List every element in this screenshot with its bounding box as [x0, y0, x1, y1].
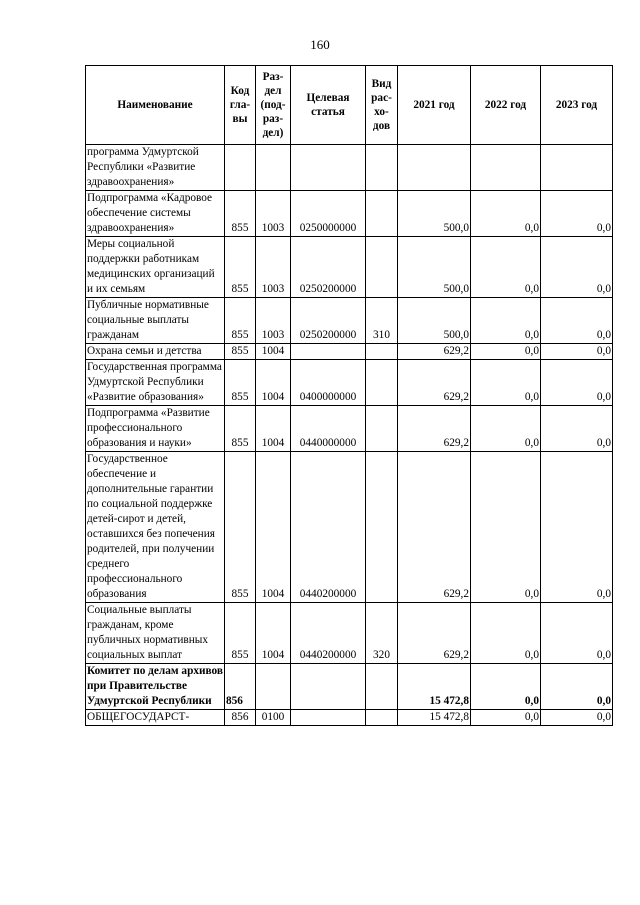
row-target [291, 710, 366, 726]
header-row [86, 66, 613, 145]
row-2021 [398, 145, 471, 191]
row-2023: 0,0 [541, 406, 613, 452]
row-2021: 629,2 [398, 344, 471, 360]
row-section: 1004 [256, 452, 291, 603]
row-target: 0250200000 [291, 237, 366, 298]
row-2023: 0,0 [541, 298, 613, 344]
row-2023: 0,0 [541, 452, 613, 603]
header-name: Наименование [86, 66, 225, 145]
row-2021: 629,2 [398, 406, 471, 452]
row-2022: 0,0 [471, 710, 541, 726]
row-expense [366, 344, 398, 360]
row-expense: 320 [366, 603, 398, 664]
row-section: 0100 [256, 710, 291, 726]
row-chapter: 856 [225, 664, 256, 710]
row-2021: 629,2 [398, 360, 471, 406]
row-2022: 0,0 [471, 406, 541, 452]
table-row [86, 406, 613, 452]
row-expense: 310 [366, 298, 398, 344]
table-row [86, 145, 613, 191]
row-target: 0250000000 [291, 191, 366, 237]
row-2023 [541, 145, 613, 191]
row-name: Подпрограмма «Кадровое обеспечение системы здравоохранения» [86, 191, 225, 237]
row-expense [366, 191, 398, 237]
row-chapter: 855 [225, 191, 256, 237]
row-section [256, 664, 291, 710]
page-number: 160 [310, 37, 330, 52]
header-year-2023: 2023 год [541, 66, 613, 145]
row-2023: 0,0 [541, 344, 613, 360]
row-chapter: 855 [225, 344, 256, 360]
row-name: Подпрограмма «Развитие профессионального образования и науки» [86, 406, 225, 452]
row-2022: 0,0 [471, 237, 541, 298]
budget-table [85, 65, 613, 726]
row-target: 0440200000 [291, 452, 366, 603]
table-row [86, 664, 613, 710]
row-name: ОБЩЕГОСУДАРСТ- [86, 710, 225, 726]
row-name: Государственная программа Удмуртской Республики «Развитие образования» [86, 360, 225, 406]
table-row [86, 360, 613, 406]
table-row [86, 298, 613, 344]
row-section: 1004 [256, 344, 291, 360]
table-row [86, 710, 613, 726]
row-2021: 15 472,8 [398, 710, 471, 726]
row-expense [366, 710, 398, 726]
row-2023: 0,0 [541, 710, 613, 726]
row-2022: 0,0 [471, 191, 541, 237]
row-target: 0440000000 [291, 406, 366, 452]
table-row [86, 191, 613, 237]
row-chapter: 855 [225, 360, 256, 406]
row-target [291, 664, 366, 710]
row-section: 1004 [256, 603, 291, 664]
row-name: Государственное обеспечение и дополнительные гарантии по социальной поддержке детей-сирот и детей, оставшихся без попечения родителей, при получении среднего профессионального образования [86, 452, 225, 603]
header-chapter-code: Код гла- вы [225, 66, 256, 145]
row-chapter: 855 [225, 452, 256, 603]
row-target: 0400000000 [291, 360, 366, 406]
row-2023: 0,0 [541, 664, 613, 710]
header-year-2022: 2022 год [471, 66, 541, 145]
row-2021: 629,2 [398, 603, 471, 664]
row-expense [366, 664, 398, 710]
row-target [291, 344, 366, 360]
table-row [86, 344, 613, 360]
row-2021: 500,0 [398, 298, 471, 344]
row-target: 0440200000 [291, 603, 366, 664]
row-expense [366, 360, 398, 406]
row-target: 0250200000 [291, 298, 366, 344]
header-year-2021: 2021 год [398, 66, 471, 145]
row-chapter: 856 [225, 710, 256, 726]
row-2023: 0,0 [541, 191, 613, 237]
row-chapter: 855 [225, 603, 256, 664]
row-2021: 500,0 [398, 191, 471, 237]
row-name: программа Удмуртской Республики «Развитие здравоохранения» [86, 145, 225, 191]
row-2022: 0,0 [471, 344, 541, 360]
row-expense [366, 452, 398, 603]
row-expense [366, 406, 398, 452]
row-chapter: 855 [225, 298, 256, 344]
row-name: Охрана семьи и детства [86, 344, 225, 360]
row-2021: 629,2 [398, 452, 471, 603]
row-chapter [225, 145, 256, 191]
row-2022: 0,0 [471, 452, 541, 603]
header-expense-type: Вид рас- хо- дов [366, 66, 398, 145]
row-section: 1003 [256, 237, 291, 298]
row-name: Комитет по делам архивов при Правительстве Удмуртской Республики [86, 664, 225, 710]
row-2022: 0,0 [471, 664, 541, 710]
row-2021: 500,0 [398, 237, 471, 298]
row-2023: 0,0 [541, 603, 613, 664]
table-row [86, 237, 613, 298]
row-section: 1003 [256, 298, 291, 344]
row-2022: 0,0 [471, 603, 541, 664]
row-section: 1004 [256, 406, 291, 452]
table-row [86, 452, 613, 603]
row-name: Публичные нормативные социальные выплаты гражданам [86, 298, 225, 344]
row-name: Меры социальной поддержки работникам медицинских организаций и их семьям [86, 237, 225, 298]
row-2021: 15 472,8 [398, 664, 471, 710]
row-section [256, 145, 291, 191]
row-target [291, 145, 366, 191]
row-2023: 0,0 [541, 360, 613, 406]
row-chapter: 855 [225, 237, 256, 298]
row-2022: 0,0 [471, 360, 541, 406]
row-2022 [471, 145, 541, 191]
header-section: Раз- дел (под- раз- дел) [256, 66, 291, 145]
row-section: 1003 [256, 191, 291, 237]
row-2022: 0,0 [471, 298, 541, 344]
row-name: Социальные выплаты гражданам, кроме публичных нормативных социальных выплат [86, 603, 225, 664]
row-expense [366, 237, 398, 298]
row-expense [366, 145, 398, 191]
header-target-article: Целевая статья [291, 66, 366, 145]
row-section: 1004 [256, 360, 291, 406]
table-row [86, 603, 613, 664]
row-chapter: 855 [225, 406, 256, 452]
row-2023: 0,0 [541, 237, 613, 298]
